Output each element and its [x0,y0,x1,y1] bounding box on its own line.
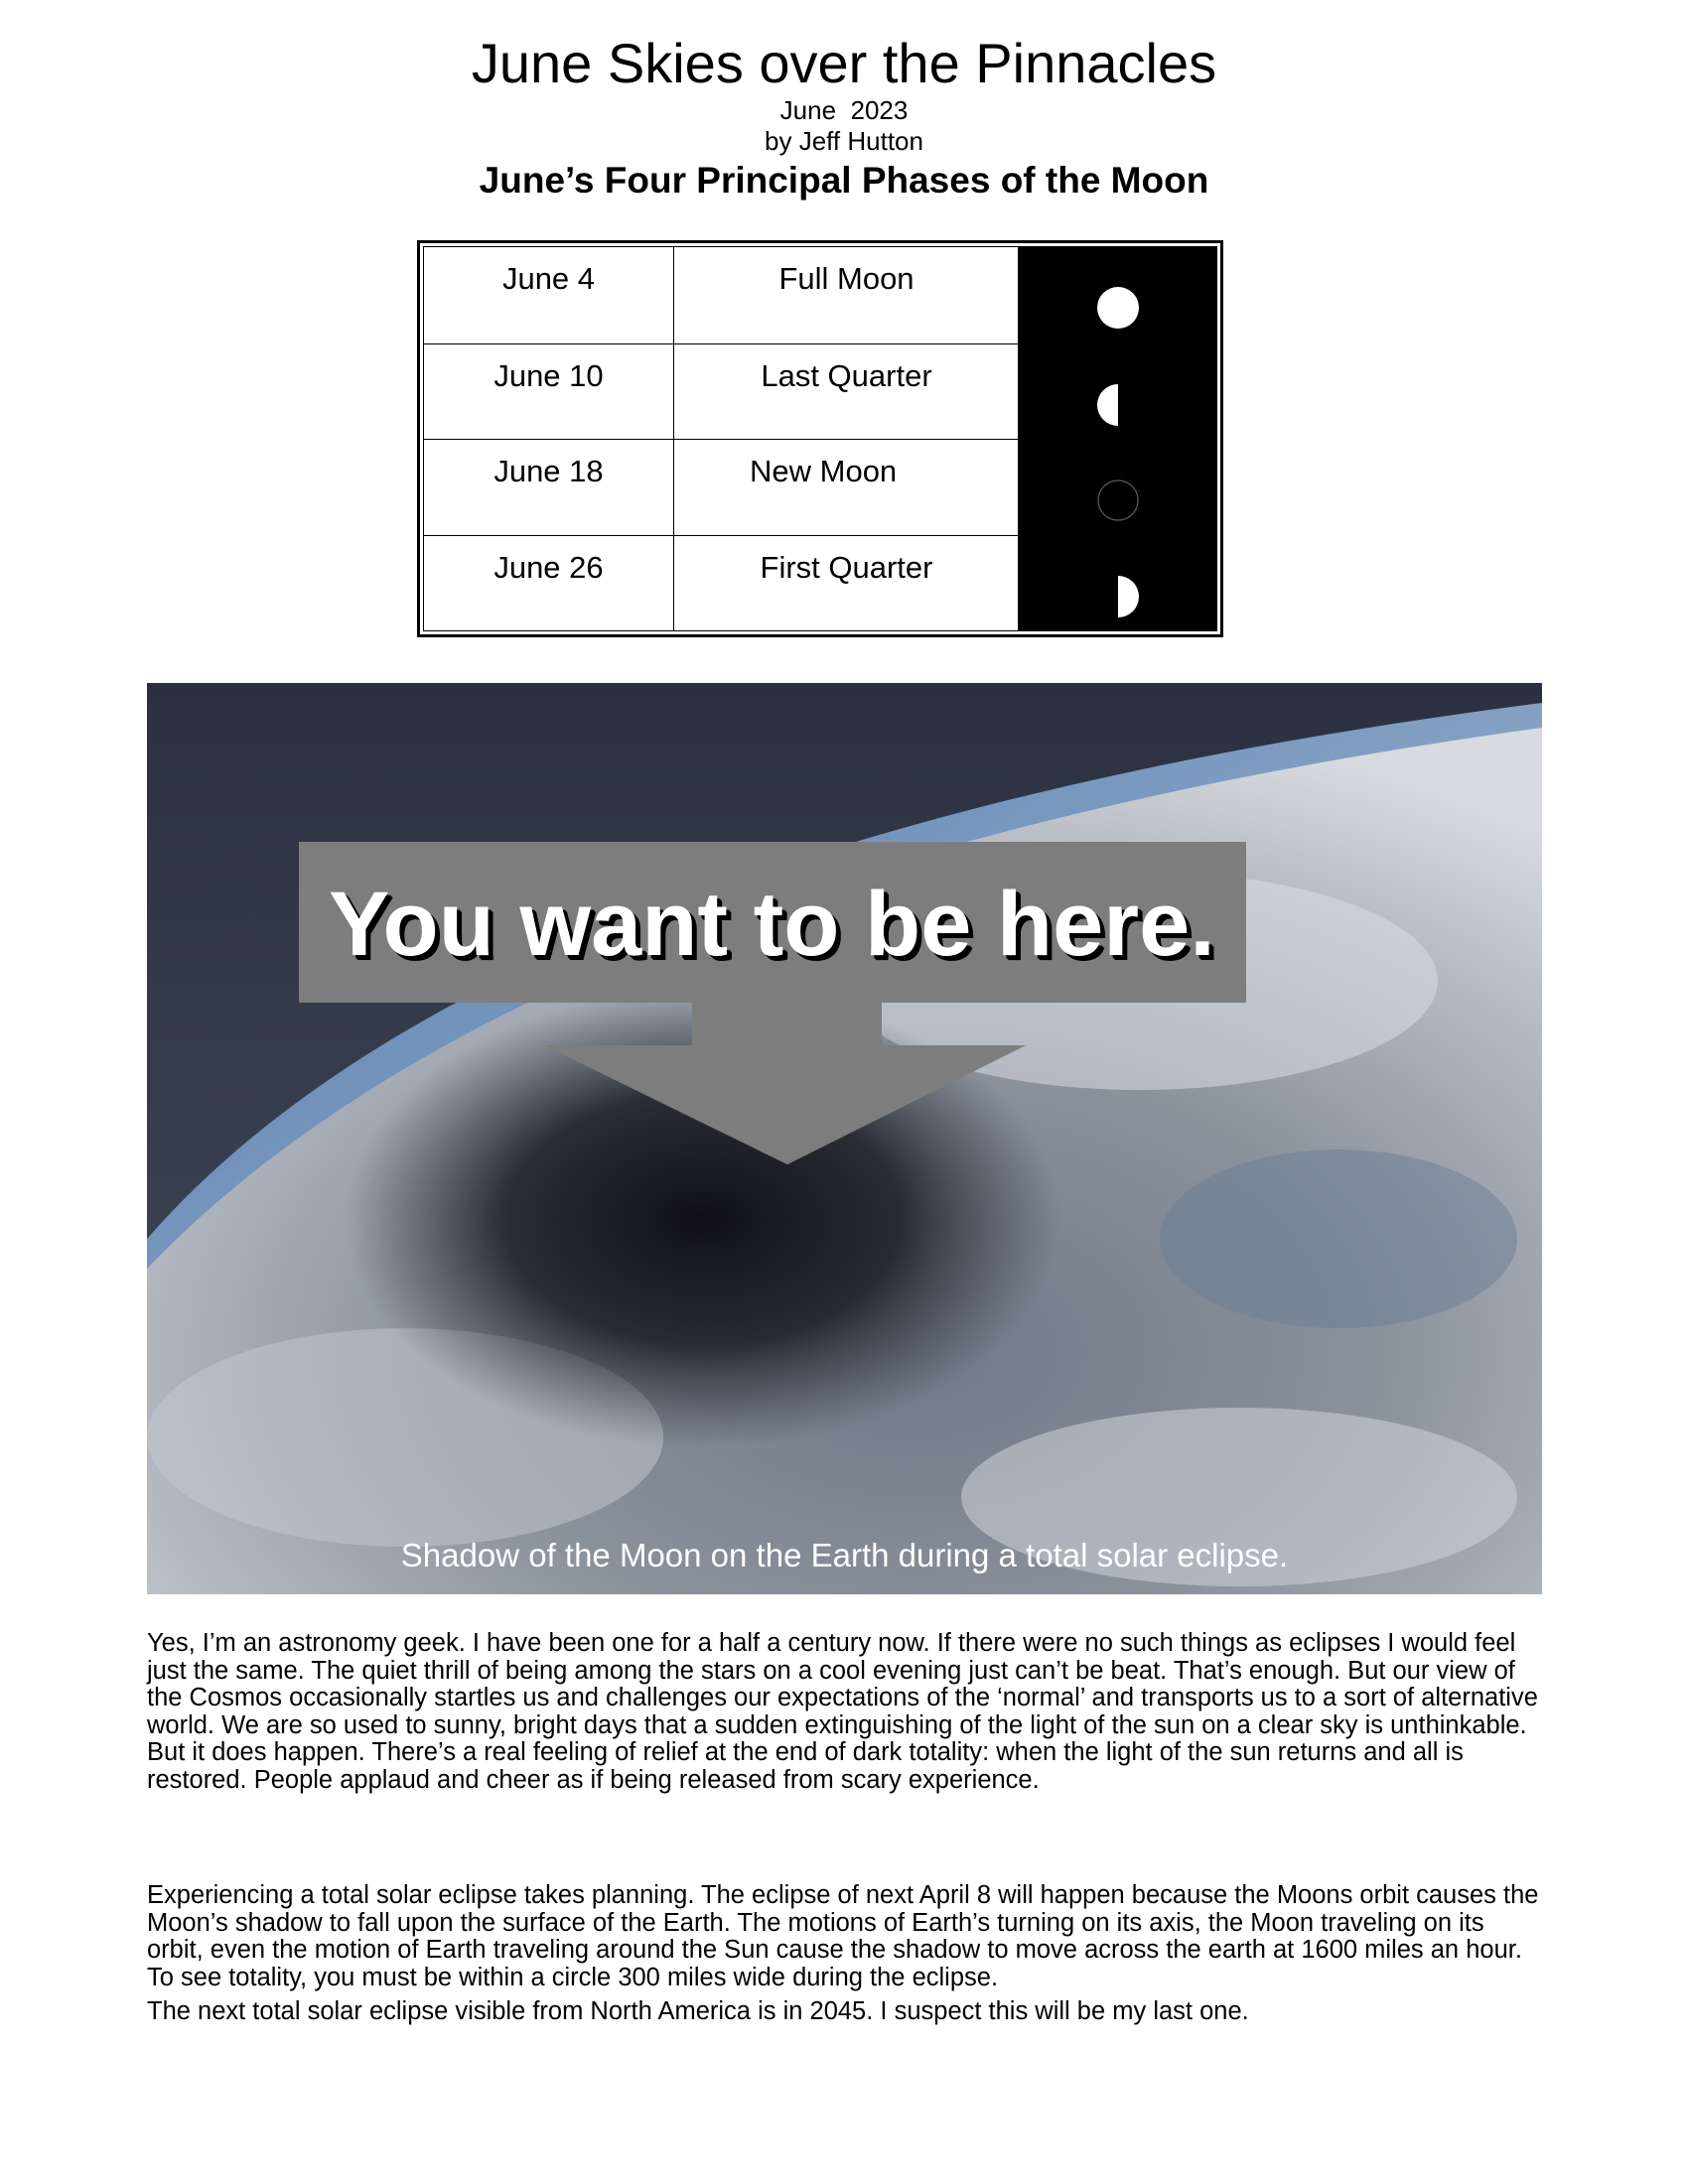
phase-date: June 4 [424,247,674,343]
phase-name: Last Quarter [761,357,932,393]
last-quarter-icon [1095,382,1141,428]
moon-phases-heading: June’s Four Principal Phases of the Moon [479,160,1209,201]
first-quarter-icon [1095,574,1141,619]
table-row [424,343,1216,441]
body-paragraph: The next total solar eclipse visible from North America is in 2045. I suspect this will be my last one. [147,1997,1249,2025]
issue-date: June 2023 [779,95,909,125]
body-paragraph: Experiencing a total solar eclipse takes planning. The eclipse of next April 8 will happen because the Moons orbit causes the Moon’s shadow to fall upon the surface of the Earth. The motions of Earth’s turning on its axis, the Moon traveling on its orbit, even the motion of Earth traveling around the Sun cause the shadow to move across the earth at 1600 miles an hour. To see totality, you must be within a circle 300 miles wide during the eclipse. [147,1881,1539,1991]
phase-icon-cell [1018,440,1216,536]
table-row [424,535,1216,632]
table-row [424,439,1216,536]
phase-icon-cell [1018,247,1216,343]
phase-date: June 10 [424,344,674,441]
phase-icon-cell [1018,536,1216,632]
page-title: June Skies over the Pinnacles [471,32,1217,94]
full-moon-icon [1095,285,1141,331]
author-byline: by Jeff Hutton [765,126,923,156]
phase-name: Full Moon [778,261,914,296]
moon-phases-table [417,240,1223,637]
body-paragraph: Yes, I’m an astronomy geek. I have been one for a half a century now. If there were no such things as eclipses I would feel just the same. The quiet thrill of being among the stars on a cool evening just can’t be beat. That’s enough. But our view of the Cosmos occasionally startles us and challenges our expectations of the ‘normal’ and transports us to a sort of alternative world. We are so used to sunny, bright days that a sudden extinguishing of the light of the sun on a clear sky is unthinkable. But it does happen. There’s a real feeling of relief at the end of dark totality: when the light of the sun returns and all is restored. People applaud and cheer as if being released from scary experience. [147,1629,1538,1794]
phase-name: First Quarter [760,549,933,585]
phase-date: June 18 [424,440,674,536]
table-row [424,247,1216,343]
phase-icon-cell [1018,344,1216,441]
phase-date: June 26 [424,536,674,632]
new-moon-icon [1095,478,1141,523]
callout-box [299,842,1246,1003]
callout-text: You want to be here. [329,874,1215,975]
eclipse-shadow-photo [147,683,1542,1594]
down-arrow-icon [147,683,1542,1594]
phase-name: New Moon [750,454,898,488]
photo-caption: Shadow of the Moon on the Earth during a total solar eclipse. [400,1537,1289,1573]
